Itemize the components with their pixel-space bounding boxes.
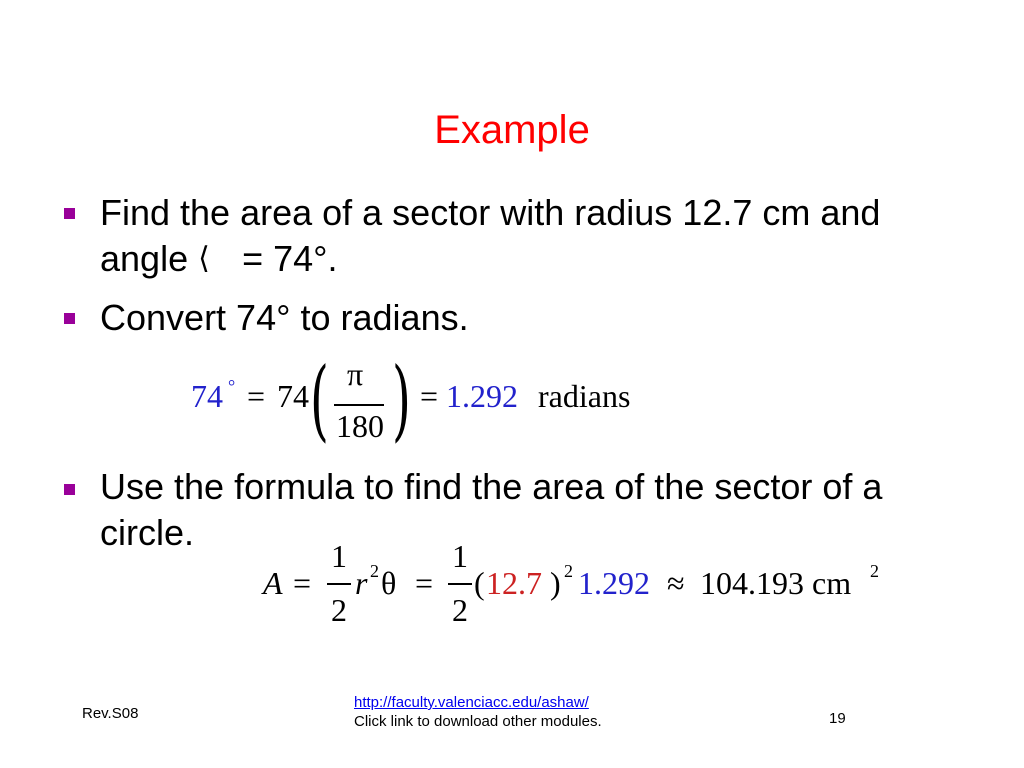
eq2-theta: θ <box>381 565 397 601</box>
eq2-left-paren: ( <box>474 565 485 601</box>
bullet-marker <box>64 208 75 219</box>
eq2-radius-exponent: 2 <box>370 561 379 581</box>
bullet-2-text: Convert 74° to radians. <box>100 297 469 338</box>
bullet-1-angle-label: angle <box>100 238 199 279</box>
eq1-degree-symbol: ° <box>228 376 236 396</box>
eq2-approx: ≈ <box>667 565 685 601</box>
eq2-half-denominator-2: 2 <box>452 592 468 628</box>
eq2-radius-symbol: r <box>355 565 368 601</box>
footer-revision: Rev.S08 <box>82 705 139 722</box>
eq2-equals: = <box>293 565 312 601</box>
eq1-numerator-pi: π <box>347 356 364 392</box>
eq2-half-denominator: 2 <box>331 592 347 628</box>
eq2-radius-value: 12.7 <box>486 565 542 601</box>
eq2-half-numerator: 1 <box>331 538 347 574</box>
bullet-marker <box>64 484 75 495</box>
theta-symbol: ⟨ <box>198 241 210 276</box>
eq2-right-paren: ) <box>550 565 561 601</box>
eq1-right-paren: ) <box>392 348 411 451</box>
eq2-area-result: 104.193 cm <box>700 565 852 601</box>
eq1-unit: radians <box>538 378 631 414</box>
eq2-square-exponent: 2 <box>564 561 573 581</box>
eq1-denominator: 180 <box>336 408 384 444</box>
bullet-1-line-1: Find the area of a sector with radius 12.7 cm and <box>100 192 881 233</box>
bullet-1-line-2 <box>100 238 338 280</box>
eq2-angle-value: 1.292 <box>578 565 650 601</box>
eq1-result: 1.292 <box>446 378 518 414</box>
eq1-left-paren: ( <box>310 348 329 451</box>
eq1-coefficient: 74 <box>277 378 309 414</box>
bullet-marker <box>64 313 75 324</box>
eq1-equals: = <box>247 378 266 414</box>
eq1-equals-2: = <box>420 378 439 414</box>
eq2-area-symbol: A <box>263 565 283 601</box>
eq2-fraction-bar-1 <box>327 583 351 585</box>
eq2-fraction-bar-2 <box>448 583 472 585</box>
slide-title: Example <box>434 108 590 152</box>
footer-note: Click link to download other modules. <box>354 713 602 730</box>
footer-link[interactable]: http://faculty.valenciacc.edu/ashaw/ <box>354 694 589 711</box>
bullet-3-line-2: circle. <box>100 512 195 553</box>
page-number: 19 <box>829 710 846 727</box>
bullet-1-angle-value: = 74°. <box>242 238 338 279</box>
eq1-fraction-bar <box>334 404 384 406</box>
eq2-equals-2: = <box>415 565 434 601</box>
eq2-area-exponent: 2 <box>870 561 879 581</box>
eq1-degree-value: 74 <box>191 378 223 414</box>
bullet-3-line-1: Use the formula to find the area of the sector of a <box>100 466 883 507</box>
eq2-half-numerator-2: 1 <box>452 538 468 574</box>
